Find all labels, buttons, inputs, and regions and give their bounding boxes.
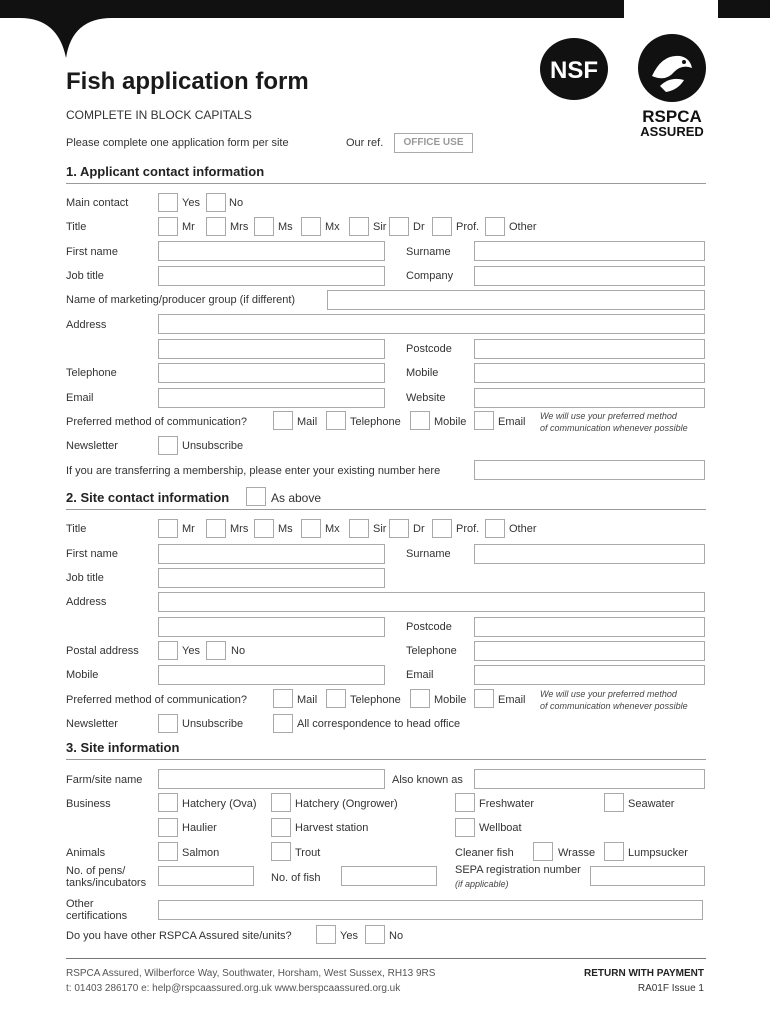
site-telephone-input[interactable] — [474, 641, 705, 661]
harvest-station-label: Harvest station — [295, 822, 369, 834]
address-label: Address — [66, 319, 107, 331]
other-sites-no-label: No — [389, 930, 404, 942]
applicant-title-option-label: Sir — [373, 221, 387, 233]
marketing-group-input[interactable] — [327, 290, 705, 310]
site-surname-input[interactable] — [474, 544, 705, 564]
site-comm-telephone-label: Telephone — [350, 694, 401, 706]
hatchery-ova-checkbox[interactable] — [158, 793, 178, 812]
page-title: Fish application form — [66, 68, 309, 95]
site-newsletter-label: Newsletter — [66, 718, 118, 730]
job-title-label: Job title — [66, 270, 104, 282]
first-name-label: First name — [66, 246, 118, 258]
telephone-label: Telephone — [66, 367, 117, 379]
email-input[interactable] — [158, 388, 385, 408]
rspca-logo-line1: RSPCA — [642, 107, 702, 126]
comm-mobile-checkbox[interactable] — [410, 411, 430, 430]
postcode-label: Postcode — [406, 343, 452, 355]
site-comm-email-checkbox[interactable] — [474, 689, 494, 708]
site-title-checkbox-0[interactable] — [158, 519, 178, 538]
site-title-option-label: Mrs — [230, 523, 249, 535]
comm-mail-checkbox[interactable] — [273, 411, 293, 430]
head-office-checkbox[interactable] — [273, 714, 293, 733]
other-sites-yes-label: Yes — [340, 930, 358, 942]
form-issue: RA01F Issue 1 — [637, 983, 704, 994]
site-title-label: Title — [66, 523, 87, 535]
page-subtitle: COMPLETE IN BLOCK CAPITALS — [66, 108, 252, 122]
mobile-input[interactable] — [474, 363, 705, 383]
applicant-title-option-label: Dr — [413, 221, 425, 233]
other-sites-label: Do you have other RSPCA Assured site/units? — [66, 930, 292, 942]
website-input[interactable] — [474, 388, 705, 408]
pens-input[interactable] — [158, 866, 254, 886]
site-title-checkbox-1[interactable] — [206, 519, 226, 538]
comm-telephone-label: Telephone — [350, 416, 401, 428]
applicant-title-checkbox-3[interactable] — [301, 217, 321, 236]
sepa-input[interactable] — [590, 866, 705, 886]
salmon-label: Salmon — [182, 847, 220, 859]
cleaner-fish-label: Cleaner fish — [455, 847, 514, 859]
as-above-checkbox[interactable] — [246, 487, 266, 506]
site-comm-mail-checkbox[interactable] — [273, 689, 293, 708]
address-input[interactable] — [158, 314, 705, 334]
applicant-title-option-label: Mr — [182, 221, 195, 233]
other-sites-yes-checkbox[interactable] — [316, 925, 336, 944]
other-sites-no-checkbox[interactable] — [365, 925, 385, 944]
comm-mobile-label: Mobile — [434, 416, 467, 428]
farm-name-label: Farm/site name — [66, 774, 143, 786]
site-postcode-label: Postcode — [406, 621, 452, 633]
also-known-input[interactable] — [474, 769, 705, 789]
section-1-heading: 1. Applicant contact information — [66, 164, 265, 179]
site-title-checkbox-6[interactable] — [432, 519, 452, 538]
comm-note-line1: We will use your preferred method — [540, 411, 677, 421]
other-cert-label-line1: Other — [66, 898, 94, 910]
no-fish-label: No. of fish — [271, 872, 321, 884]
haulier-label: Haulier — [182, 822, 217, 834]
wrasse-label: Wrasse — [558, 847, 596, 859]
applicant-title-option-label: Mx — [325, 221, 340, 233]
site-title-option-label: Other — [509, 523, 537, 535]
animals-label: Animals — [66, 847, 106, 859]
footer-rule — [66, 958, 706, 959]
applicant-title-checkbox-5[interactable] — [389, 217, 409, 236]
nsf-logo — [538, 36, 610, 102]
rspca-logo — [634, 32, 710, 139]
our-ref-label: Our ref. — [346, 137, 384, 149]
return-with-payment: RETURN WITH PAYMENT — [584, 968, 704, 979]
site-title-option-label: Sir — [373, 523, 387, 535]
comm-note-line2: of communication whenever possible — [540, 423, 688, 433]
site-comm-mobile-checkbox[interactable] — [410, 689, 430, 708]
site-comm-note-line2: of communication whenever possible — [540, 701, 688, 711]
surname-label: Surname — [406, 246, 451, 258]
applicant-title-checkbox-0[interactable] — [158, 217, 178, 236]
applicant-title-checkbox-2[interactable] — [254, 217, 274, 236]
svg-text:NSF: NSF — [550, 57, 598, 84]
site-unsubscribe-checkbox[interactable] — [158, 714, 178, 733]
site-title-option-label: Dr — [413, 523, 425, 535]
site-title-option-label: Mr — [182, 523, 195, 535]
site-title-checkbox-4[interactable] — [349, 519, 369, 538]
postal-yes-label: Yes — [182, 645, 200, 657]
other-cert-label-line2: certifications — [66, 910, 128, 922]
wrasse-checkbox[interactable] — [533, 842, 553, 861]
comm-mail-label: Mail — [297, 416, 318, 428]
site-first-name-label: First name — [66, 548, 118, 560]
freshwater-label: Freshwater — [479, 798, 535, 810]
sepa-label: SEPA registration number — [455, 864, 581, 876]
site-postcode-input[interactable] — [474, 617, 705, 637]
haulier-checkbox[interactable] — [158, 818, 178, 837]
company-input[interactable] — [474, 266, 705, 286]
trout-checkbox[interactable] — [271, 842, 291, 861]
main-contact-no-label: No — [229, 197, 244, 209]
site-address-line2-input[interactable] — [158, 617, 385, 637]
wellboat-label: Wellboat — [479, 822, 522, 834]
site-title-checkbox-2[interactable] — [254, 519, 274, 538]
section-3-heading: 3. Site information — [66, 740, 180, 755]
site-job-title-input[interactable] — [158, 568, 385, 588]
newsletter-label: Newsletter — [66, 440, 118, 452]
website-label: Website — [406, 392, 446, 404]
company-label: Company — [406, 270, 454, 282]
rspca-logo-line2: ASSURED — [640, 124, 704, 139]
site-comm-telephone-checkbox[interactable] — [326, 689, 346, 708]
unsubscribe-checkbox[interactable] — [158, 436, 178, 455]
as-above-label: As above — [271, 491, 322, 505]
main-contact-no-checkbox[interactable] — [206, 193, 226, 212]
section-2-heading: 2. Site contact information — [66, 490, 230, 505]
comm-email-checkbox[interactable] — [474, 411, 494, 430]
site-first-name-input[interactable] — [158, 544, 385, 564]
site-title-checkbox-7[interactable] — [485, 519, 505, 538]
pens-label-line1: No. of pens/ — [66, 865, 126, 877]
hatchery-ova-label: Hatchery (Ova) — [182, 798, 257, 810]
site-mobile-label: Mobile — [66, 669, 99, 681]
job-title-input[interactable] — [158, 266, 385, 286]
main-contact-label: Main contact — [66, 197, 129, 209]
postal-no-label: No — [231, 645, 246, 657]
applicant-title-option-label: Prof. — [456, 221, 480, 233]
harvest-station-checkbox[interactable] — [271, 818, 291, 837]
footer-address: RSPCA Assured, Wilberforce Way, Southwater, Horsham, West Sussex, RH13 9RS — [66, 968, 436, 979]
comm-email-label: Email — [498, 416, 526, 428]
if-applicable-label: (if applicable) — [455, 879, 509, 889]
postal-yes-checkbox[interactable] — [158, 641, 178, 660]
site-telephone-label: Telephone — [406, 645, 457, 657]
site-title-option-label: Ms — [278, 523, 293, 535]
rspca-emblem-icon — [634, 32, 710, 104]
postcode-input[interactable] — [474, 339, 705, 359]
site-comm-email-label: Email — [498, 694, 526, 706]
trout-label: Trout — [295, 847, 321, 859]
freshwater-checkbox[interactable] — [455, 793, 475, 812]
surname-input[interactable] — [474, 241, 705, 261]
site-title-option-label: Prof. — [456, 523, 480, 535]
section-3-rule — [66, 759, 706, 760]
postal-no-checkbox[interactable] — [206, 641, 226, 660]
site-surname-label: Surname — [406, 548, 451, 560]
section-1-rule — [66, 183, 706, 184]
also-known-label: Also known as — [392, 774, 463, 786]
site-job-title-label: Job title — [66, 572, 104, 584]
pens-label-line2: tanks/incubators — [66, 877, 147, 889]
hatchery-ongrower-checkbox[interactable] — [271, 793, 291, 812]
preferred-comm-label: Preferred method of communication? — [66, 416, 247, 428]
instruction-text: Please complete one application form per site — [66, 137, 289, 149]
no-fish-input[interactable] — [341, 866, 437, 886]
marketing-group-label: Name of marketing/producer group (if different) — [66, 294, 296, 306]
lumpsucker-checkbox[interactable] — [604, 842, 624, 861]
applicant-title-checkbox-6[interactable] — [432, 217, 452, 236]
applicant-title-checkbox-7[interactable] — [485, 217, 505, 236]
section-2-rule — [66, 509, 706, 510]
applicant-title-checkbox-1[interactable] — [206, 217, 226, 236]
email-label: Email — [66, 392, 94, 404]
applicant-title-option-label: Mrs — [230, 221, 249, 233]
wellboat-checkbox[interactable] — [455, 818, 475, 837]
lumpsucker-label: Lumpsucker — [628, 847, 688, 859]
applicant-title-option-label: Ms — [278, 221, 293, 233]
transfer-label: If you are transferring a membership, please enter your existing number here — [66, 465, 441, 477]
telephone-input[interactable] — [158, 363, 385, 383]
site-email-input[interactable] — [474, 665, 705, 685]
site-title-checkbox-3[interactable] — [301, 519, 321, 538]
postal-address-label: Postal address — [66, 645, 139, 657]
site-title-checkbox-5[interactable] — [389, 519, 409, 538]
applicant-title-option-label: Other — [509, 221, 537, 233]
hatchery-ongrower-label: Hatchery (Ongrower) — [295, 798, 398, 810]
farm-name-input[interactable] — [158, 769, 385, 789]
office-use-field: OFFICE USE — [394, 133, 473, 153]
first-name-input[interactable] — [158, 241, 385, 261]
unsubscribe-label: Unsubscribe — [182, 440, 244, 452]
business-label: Business — [66, 798, 111, 810]
site-address-label: Address — [66, 596, 107, 608]
address-line2-input[interactable] — [158, 339, 385, 359]
other-cert-input[interactable] — [158, 900, 703, 920]
site-comm-mobile-label: Mobile — [434, 694, 467, 706]
site-comm-note-line1: We will use your preferred method — [540, 689, 677, 699]
main-contact-yes-checkbox[interactable] — [158, 193, 178, 212]
site-preferred-comm-label: Preferred method of communication? — [66, 694, 247, 706]
site-email-label: Email — [406, 669, 434, 681]
applicant-title-checkbox-4[interactable] — [349, 217, 369, 236]
site-address-input[interactable] — [158, 592, 705, 612]
transfer-number-input[interactable] — [474, 460, 705, 480]
footer-contact: t: 01403 286170 e: help@rspcaassured.org.uk www.berspcaassured.org.uk — [66, 983, 401, 994]
comm-telephone-checkbox[interactable] — [326, 411, 346, 430]
main-contact-yes-label: Yes — [182, 197, 200, 209]
salmon-checkbox[interactable] — [158, 842, 178, 861]
seawater-checkbox[interactable] — [604, 793, 624, 812]
title-label: Title — [66, 221, 87, 233]
site-mobile-input[interactable] — [158, 665, 385, 685]
site-comm-mail-label: Mail — [297, 694, 318, 706]
mobile-label: Mobile — [406, 367, 439, 379]
head-office-label: All correspondence to head office — [297, 718, 461, 730]
site-title-option-label: Mx — [325, 523, 340, 535]
seawater-label: Seawater — [628, 798, 675, 810]
site-unsubscribe-label: Unsubscribe — [182, 718, 244, 730]
